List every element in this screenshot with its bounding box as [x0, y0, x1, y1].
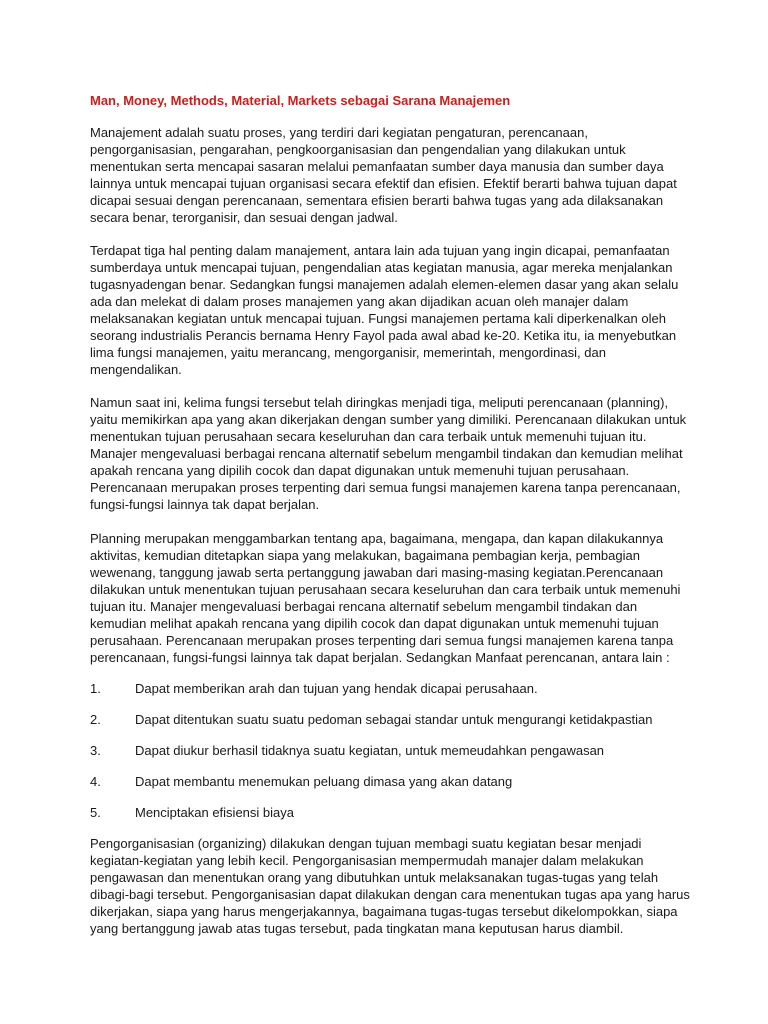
- list-item-number: 3.: [90, 743, 101, 758]
- list-item: [90, 773, 690, 790]
- list-item: [90, 804, 690, 821]
- paragraph-management-definition: Manajement adalah suatu proses, yang terdiri dari kegiatan pengaturan, perencanaan, pengorganisasian, pengarahan, pengkoorganisasian dan pengendalian yang dilakukan untuk menentukan serta mencapai sasaran melalui pemanfaatan sumber daya manusia dan sumber daya lainnya untuk mencapai tujuan organisasi secara efektif dan efisien. Efektif berarti bahwa tujuan dapat dicapai sesuai dengan perencanaan, sementara efisien berarti bahwa tugas yang ada dilaksanakan secara benar, terorganisir, dan sesuai dengan jadwal.: [90, 125, 677, 225]
- list-item-text: Dapat diukur berhasil tidaknya suatu kegiatan, untuk memeudahkan pengawasan: [135, 743, 605, 758]
- paragraph-organizing: Pengorganisasian (organizing) dilakukan dengan tujuan membagi suatu kegiatan besar menjadi kegiatan-kegiatan yang lebih kecil. Pengorganisasian mempermudah manajer dalam melakukan pengawasan dan menentukan orang yang dibutuhkan untuk melaksanakan tugas-tugas yang telah dibagi-bagi tersebut. Pengorganisasian dapat dilakukan dengan cara menentukan tugas apa yang harus dikerjakan, siapa yang harus mengerjakannya, bagaimana tugas-tugas tersebut dikelompokkan, siapa yang bertanggung jawab atas tugas tersebut, pada tingkatan mana keputusan harus diambil.: [90, 836, 690, 936]
- document-title: Man, Money, Methods, Material, Markets sebagai Sarana Manajemen: [90, 93, 511, 108]
- list-item-number: 4.: [90, 774, 101, 789]
- list-item-text: Dapat memberikan arah dan tujuan yang hendak dicapai perusahaan.: [135, 681, 538, 696]
- list-item-text: Dapat ditentukan suatu suatu pedoman sebagai standar untuk mengurangi ketidakpastian: [135, 712, 653, 727]
- benefits-list: [90, 680, 690, 821]
- paragraph-planning-summary: Namun saat ini, kelima fungsi tersebut telah diringkas menjadi tiga, meliputi perencanaan (planning), yaitu memikirkan apa yang akan dikerjakan dengan sumber yang dimiliki. Perencanaan dilakukan untuk menentukan tujuan perusahaan secara keseluruhan dan cara terbaik untuk memenuhi tujuan itu. Manajer mengevaluasi berbagai rencana alternatif sebelum mengambil tindakan dan kemudian melihat apakah rencana yang dipilih cocok dan dapat digunakan untuk memenuhi tujuan perusahaan. Perencanaan merupakan proses terpenting dari semua fungsi manajemen karena tanpa perencanaan, fungsi-fungsi lainnya tak dapat berjalan.: [90, 395, 687, 512]
- list-item: [90, 711, 690, 728]
- paragraph-management-functions: Terdapat tiga hal penting dalam manajement, antara lain ada tujuan yang ingin dicapai, pemanfaatan sumberdaya untuk mencapai tujuan, pengendalian atas kegiatan manusia, agar mereka menjalankan tugasnyadengan benar. Sedangkan fungsi manajemen adalah elemen-elemen dasar yang akan selalu ada dan melekat di dalam proses manajemen yang akan dijadikan acuan oleh manajer dalam melaksanakan kegiatan untuk mencapai tujuan. Fungsi manajemen pertama kali diperkenalkan oleh seorang industrialis Perancis bernama Henry Fayol pada awal abad ke-20. Ketika itu, ia menyebutkan lima fungsi manajemen, yaitu merancang, mengorganisir, memerintah, mengordinasi, dan mengendalikan.: [90, 243, 679, 377]
- document-page: [90, 92, 690, 955]
- paragraph-planning-detail: Planning merupakan menggambarkan tentang apa, bagaimana, mengapa, dan kapan dilakukannya aktivitas, kemudian ditetapkan siapa yang melakukan, bagaimana pembagian kerja, pembagian wewenang, tanggung jawab serta pertanggung jawaban dari masing-masing kegiatan.Perencanaan dilakukan untuk menentukan tujuan perusahaan secara keseluruhan dan cara terbaik untuk memenuhi tujuan itu. Manajer mengevaluasi berbagai rencana alternatif sebelum mengambil tindakan dan kemudian melihat apakah rencana yang dipilih cocok dan dapat digunakan untuk memenuhi tujuan perusahaan. Perencanaan merupakan proses terpenting dari semua fungsi manajemen karena tanpa perencanaan, fungsi-fungsi lainnya tak dapat berjalan. Sedangkan Manfaat perencanan, antara lain :: [90, 531, 681, 665]
- list-item-number: 5.: [90, 805, 101, 820]
- list-item-text: Menciptakan efisiensi biaya: [135, 805, 294, 820]
- list-item-number: 1.: [90, 681, 101, 696]
- list-item: [90, 742, 690, 759]
- list-item-text: Dapat membantu menemukan peluang dimasa yang akan datang: [135, 774, 513, 789]
- list-item: [90, 680, 690, 697]
- list-item-number: 2.: [90, 712, 101, 727]
